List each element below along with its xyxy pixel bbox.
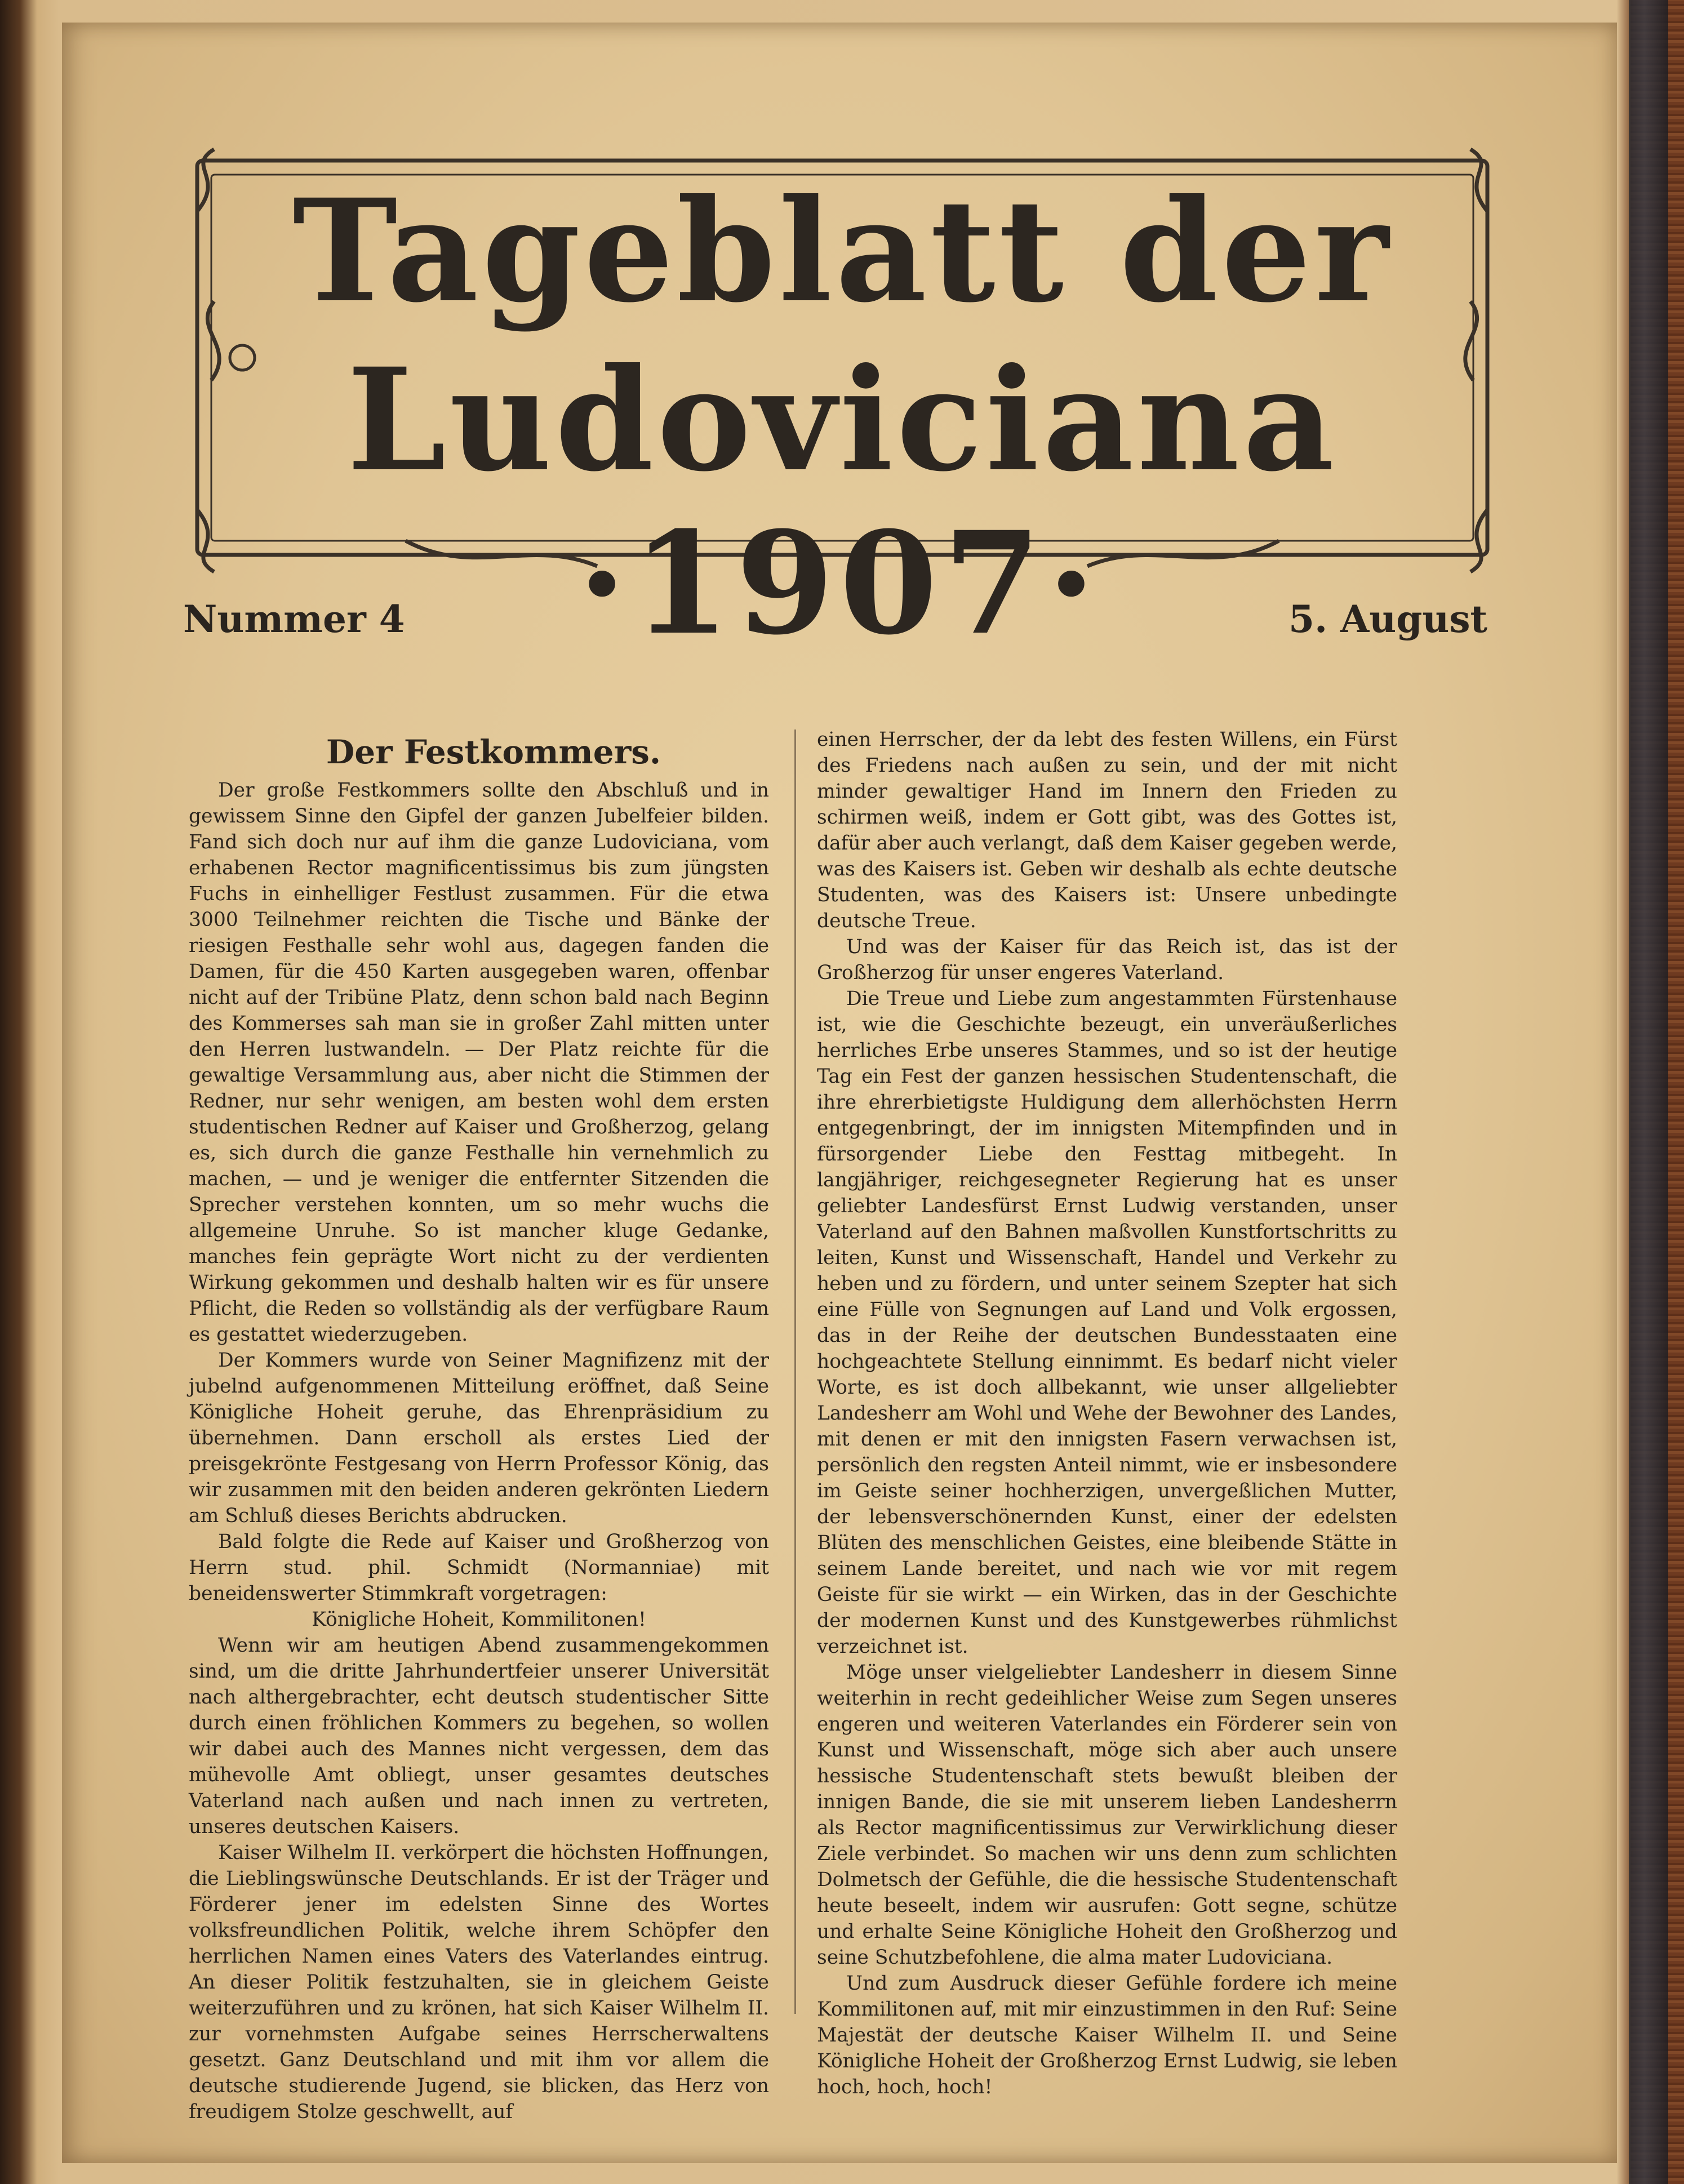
article-column-right — [817, 727, 1397, 2100]
article-paragraph: Der große Festkommers sollte den Abschluß und in gewissem Sinne den Gipfel der ganzen Jubelfeier bilden. Fand sich doch nur auf ihm die ganze Ludoviciana, vom erhabenen Rector magnificentissimus bis zum jüngsten Fuchs in einhelliger Festlust zusammen. Für die etwa 3000 Teilnehmer reichten die Tische und Bänke der riesigen Festhalle sehr wohl aus, dagegen fanden die Damen, für die 450 Karten ausgegeben waren, offenbar nicht auf der Tribüne Platz, denn schon bald nach Beginn des Kommerses sah man sie in großer Zahl mitten unter den Herren lustwandeln. — Der Platz reichte für die gewaltige Versammlung aus, aber nicht die Stimmen der Redner, nur sehr wenigen, am besten wohl dem ersten studentischen Redner auf Kaiser und Großherzog, gelang es, sich durch die ganze Festhalle hin vernehmlich zu machen, — und je weniger die entfernter Sitzenden die Sprecher verstehen konnten, um so mehr wuchs die allgemeine Unruhe. So ist mancher kluge Gedanke, manches fein geprägte Wort nicht zu der verdienten Wirkung gekommen und deshalb halten wir es für unsere Pflicht, die Reden so vollständig als der verfügbare Raum es gestattet wiederzugeben. — [189, 779, 769, 1346]
article-paragraph: Die Treue und Liebe zum angestammten Fürstenhause ist, wie die Geschichte bezeugt, ein unveräußerliches herrliches Erbe unseres Stammes, und so ist der heutige Tag ein Fest der ganzen hessischen Studentenschaft, die ihre ehrerbietigste Huldigung dem allerhöchsten Herrn entgegenbringt, der im innigsten Mitempfinden und in fürsorgender Liebe den Festtag mitbegeht. In langjähriger, reichgesegneter Regierung hat es unser geliebter Landesfürst Ernst Ludwig verstanden, unser Vaterland auf den Bahnen maßvollen Kunstfortschritts zu leiten, Kunst und Wissenschaft, Handel und Verkehr zu heben und zu fördern, und unter seinem Szepter hat sich eine Fülle von Segnungen auf Land und Volk ergossen, das in der Reihe der deutschen Bundesstaaten eine hochgeachtete Stellung einnimmt. Es bedarf nicht vieler Worte, es ist doch allbekannt, wie unser allgeliebter Landesherr am Wohl und Wehe der Bewohner des Landes, mit denen er mit den innigsten Fasern verwachsen ist, persönlich den regsten Anteil nimmt, wie er insbesondere im Geiste seiner hochherzigen, unvergeßlichen Mutter, der lebensverschönernden Kunst, einer der edelsten Blüten des menschlichen Geistes, eine bleibende Stätte in seinem Lande bereitet, und nach wie vor mit regem Geiste für sie wirkt — ein Wirken, das in der Geschichte der modernen Kunst und des Kunstgewerbes rühmlichst verzeichnet ist. — [817, 988, 1397, 1658]
masthead-title-line2: Ludoviciana — [346, 337, 1338, 502]
article-paragraph: Der Kommers wurde von Seiner Magnifizenz mit der jubelnd aufgenommenen Mitteilung eröffnet, daß Seine Königliche Hoheit geruhe, das Ehrenpräsidium zu übernehmen. Dann erscholl als erstes Lied der preisgekrönte Festgesang von Herrn Professor König, das wir zusammen mit den beiden anderen gekrönten Liedern am Schluß dieses Berichts abdrucken. — [189, 1349, 769, 1527]
article-paragraph: Bald folgte die Rede auf Kaiser und Großherzog von Herrn stud. phil. Schmidt (Normanniae) mit beneidenswerter Stimmkraft vorgetragen: — [189, 1531, 769, 1605]
article-paragraph: Kaiser Wilhelm II. verkörpert die höchsten Hoffnungen, die Lieblingswünsche Deutschlands. Er ist der Träger und Förderer jener im edelsten Sinne des Wortes volksfreundlichen Politik, welche ihrem Schöpfer den herrlichen Namen eines Vaters des Vaterlandes eintrug. An dieser Politik festzuhalten, sie in gleichem Geiste weiterzuführen und zu krönen, hat sich Kaiser Wilhelm II. zur vornehmsten Aufgabe seines Herrscherwaltens gesetzt. Ganz Deutschland und mit ihm vor allem die deutsche studierende Jugend, sie blicken, das Herz von freudigem Stolze geschwellt, auf — [189, 1842, 769, 2123]
article-paragraph: Möge unser vielgeliebter Landesherr in diesem Sinne weiterhin in recht gedeihlicher Weise zum Segen unseres engeren und weiteren Vaterlandes ein Förderer sein von Kunst und Wissenschaft, möge sich aber auch unsere hessische Studentenschaft stets bewußt bleiben der innigen Bande, die sie mit unserem lieben Landesherrn als Rector magnificentissimus zur Verwirklichung dieser Ziele verbindet. So machen wir uns denn zum schlichten Dolmetsch der Gefühle, die die hessische Studentenschaft heute beseelt, indem wir ausrufen: Gott segne, schütze und erhalte Seine Königliche Hoheit den Großherzog und seine Schutzbefohlene, die alma mater Ludoviciana. — [817, 1661, 1397, 1969]
article-column-left — [189, 727, 769, 2125]
book-cover-cloth — [1629, 0, 1668, 2184]
masthead-year: ·1907· — [577, 500, 1101, 666]
newspaper-page — [62, 23, 1617, 2163]
masthead-title-line1: Tageblatt der — [292, 168, 1392, 333]
issue-number: Nummer 4 — [183, 597, 405, 641]
issue-date: 5. August — [1288, 597, 1487, 641]
column-divider — [794, 730, 796, 2014]
speech-salutation: Königliche Hoheit, Kommilitonen! — [312, 1608, 646, 1631]
article-paragraph: Und zum Ausdruck dieser Gefühle fordere ich meine Kommilitonen auf, mit mir einzustimmen in den Ruf: Seine Majestät der deutsche Kaiser Wilhelm II. und Seine Königliche Hoheit der Großherzog Ernst Ludwig, sie leben hoch, hoch, hoch! — [817, 1972, 1397, 2098]
article-headline: Der Festkommers. — [326, 733, 661, 771]
article-paragraph: einen Herrscher, der da lebt des festen Willens, ein Fürst des Friedens nach außen zu sein, und der mit nicht minder gewaltiger Hand im Innern den Frieden zu schirmen weiß, indem er Gott gibt, was des Gottes ist, dafür aber auch verlangt, daß dem Kaiser gegeben werde, was des Kaisers ist. Geben wir deshalb als echte deutsche Studenten, was des Kaisers ist: Unsere unbedingte deutsche Treue. — [817, 728, 1397, 932]
issue-info-row — [62, 500, 1617, 666]
article-paragraph: Und was der Kaiser für das Reich ist, das ist der Großherzog für unser engeres Vaterland. — [817, 936, 1397, 984]
article-paragraph: Wenn wir am heutigen Abend zusammengekommen sind, um die dritte Jahrhundertfeier unserer Universität nach althergebrachter, echt deutsch studentischer Sitte durch einen fröhlichen Kommers zu begehen, so wollen wir dabei auch des Mannes nicht vergessen, dem das mühevolle Amt obliegt, unser gesamtes deutsches Vaterland nach außen und nach innen zu vertreten, unseres deutschen Kaisers. — [189, 1634, 769, 1838]
